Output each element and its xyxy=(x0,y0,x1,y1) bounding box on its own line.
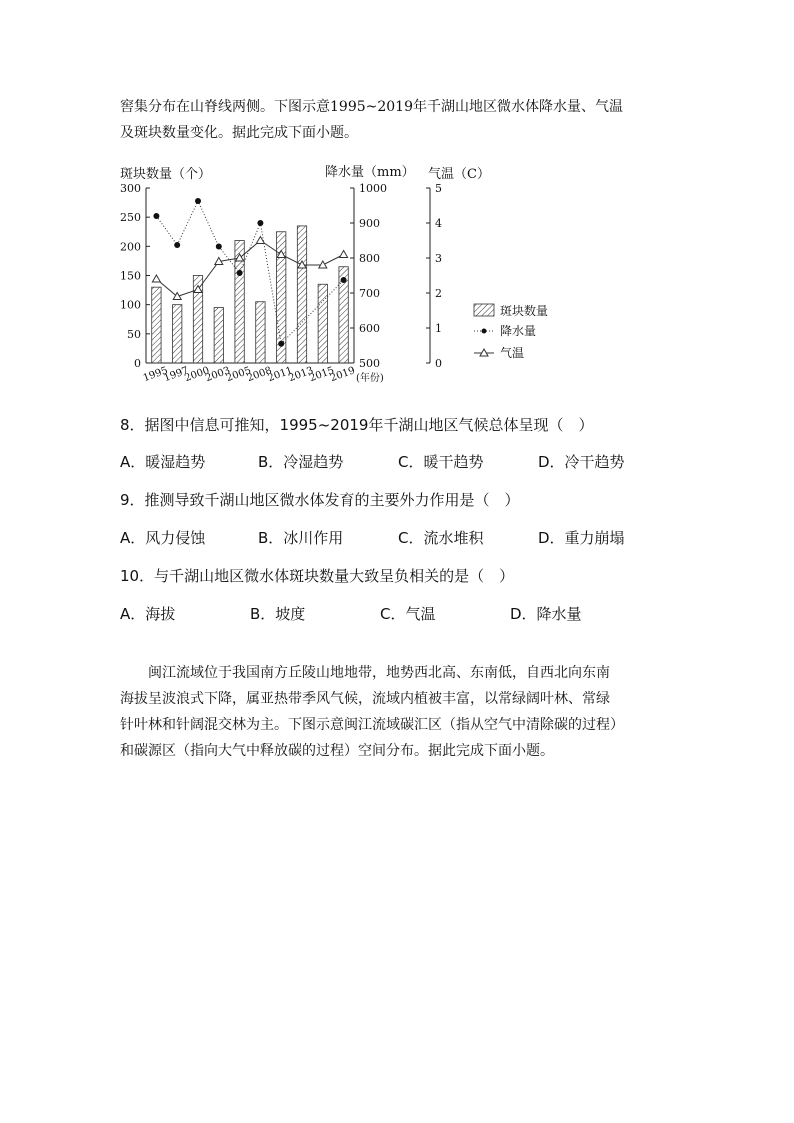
legend-precip-marker xyxy=(482,329,487,334)
x-tick-label: 2013 xyxy=(287,365,315,385)
legend-bar-label: 斑块数量 xyxy=(500,304,549,318)
right-tick-label: 1 xyxy=(435,322,442,335)
precip-point xyxy=(237,270,243,276)
x-tick-label: 1997 xyxy=(162,365,191,385)
question-8-stem: 8．据图中信息可推知，1995~2019年千湖山地区气候总体呈现（ ） xyxy=(120,416,594,434)
mid-axis-title: 降水量（mm） xyxy=(325,165,415,180)
right-tick-label: 2 xyxy=(435,287,442,300)
right-axis-title: 气温（C） xyxy=(428,167,490,182)
x-unit-label: (年份) xyxy=(356,373,384,384)
x-tick-label: 2019 xyxy=(328,365,357,385)
question-10-option-c[interactable]: C．气温 xyxy=(380,605,436,623)
precip-point xyxy=(174,242,180,248)
patch-count-bar xyxy=(214,308,223,363)
temp-point xyxy=(340,251,348,258)
right-tick-label: 3 xyxy=(435,252,442,265)
question-10-option-d[interactable]: D．降水量 xyxy=(510,605,582,623)
right-tick-label: 0 xyxy=(435,357,442,370)
passage2-line-3: 针叶林和针阔混交林为主。下图示意闽江流域碳汇区（指从空气中清除碳的过程） xyxy=(120,717,624,733)
passage2-line-4: 和碳源区（指向大气中释放碳的过程）空间分布。据此完成下面小题。 xyxy=(120,743,554,759)
mid-tick-label: 800 xyxy=(359,252,380,265)
patch-count-bar xyxy=(173,305,182,363)
question-9-option-b[interactable]: B．冰川作用 xyxy=(258,529,344,547)
precip-line xyxy=(156,201,343,344)
left-tick-label: 300 xyxy=(120,182,141,195)
intro-line-2: 及斑块数量变化。据此完成下面小题。 xyxy=(120,125,358,141)
mid-tick-label: 500 xyxy=(359,357,380,370)
mid-tick-label: 700 xyxy=(359,287,380,300)
right-tick-label: 5 xyxy=(435,182,442,195)
left-axis-title: 斑块数量（个） xyxy=(120,167,212,182)
question-10-stem: 10．与千湖山地区微水体斑块数量大致呈负相关的是（ ） xyxy=(120,567,515,585)
intro-line-1: 窖集分布在山脊线两侧。下图示意1995~2019年千湖山地区微水体降水量、气温 xyxy=(120,99,623,115)
question-10-option-a[interactable]: A．海拔 xyxy=(120,605,176,623)
left-tick-label: 150 xyxy=(120,269,141,283)
precip-point xyxy=(278,341,284,347)
precip-point xyxy=(341,277,347,283)
left-tick-label: 50 xyxy=(127,327,141,341)
patch-count-bar xyxy=(297,226,306,363)
x-tick-label: 1995 xyxy=(141,365,170,385)
question-10-option-b[interactable]: B．坡度 xyxy=(250,605,306,623)
mid-tick-label: 1000 xyxy=(359,182,387,195)
temp-point xyxy=(152,275,160,282)
climate-chart xyxy=(0,158,794,398)
x-tick-label: 2008 xyxy=(245,365,274,385)
x-tick-label: 2015 xyxy=(308,365,336,385)
mid-tick-label: 600 xyxy=(359,322,380,335)
question-8-option-b[interactable]: B．冷湿趋势 xyxy=(258,453,344,471)
legend-precip-label: 降水量 xyxy=(500,324,537,338)
x-tick-label: 2005 xyxy=(224,365,253,385)
precip-point xyxy=(257,220,263,226)
left-tick-label: 250 xyxy=(120,211,141,225)
patch-count-bar xyxy=(152,287,161,363)
temp-line xyxy=(156,241,343,297)
passage2-line-2: 海拔呈波浪式下降，属亚热带季风气候，流域内植被丰富，以常绿阔叶林、常绿 xyxy=(120,691,610,707)
precip-point xyxy=(153,213,159,219)
left-tick-label: 200 xyxy=(120,240,141,254)
legend xyxy=(474,303,548,360)
question-9-option-a[interactable]: A．风力侵蚀 xyxy=(120,529,206,547)
question-9-option-c[interactable]: C．流水堆积 xyxy=(398,529,484,547)
legend-temp-label: 气温 xyxy=(500,346,525,360)
question-9-option-d[interactable]: D．重力崩塌 xyxy=(538,529,625,547)
x-tick-label: 2003 xyxy=(204,365,232,385)
precip-point xyxy=(216,243,222,249)
right-tick-label: 4 xyxy=(435,217,442,230)
question-8-option-a[interactable]: A．暖湿趋势 xyxy=(120,453,206,471)
question-9-stem: 9．推测导致千湖山地区微水体发育的主要外力作用是（ ） xyxy=(120,491,520,509)
patch-count-bar xyxy=(318,284,327,363)
question-8-option-d[interactable]: D．冷干趋势 xyxy=(538,453,625,471)
mid-tick-label: 900 xyxy=(359,217,380,230)
x-tick-label: 2000 xyxy=(183,365,211,385)
passage2-line-1: 闽江流域位于我国南方丘陵山地地带，地势西北高、东南低，自西北向东南 xyxy=(148,665,610,681)
x-tick-label: 2011 xyxy=(266,365,295,385)
left-tick-label: 0 xyxy=(134,357,141,370)
patch-count-bar xyxy=(256,302,265,363)
precip-point xyxy=(195,198,201,204)
left-tick-label: 100 xyxy=(120,298,141,312)
legend-bar-swatch xyxy=(474,304,494,316)
question-8-option-c[interactable]: C．暖干趋势 xyxy=(398,453,484,471)
